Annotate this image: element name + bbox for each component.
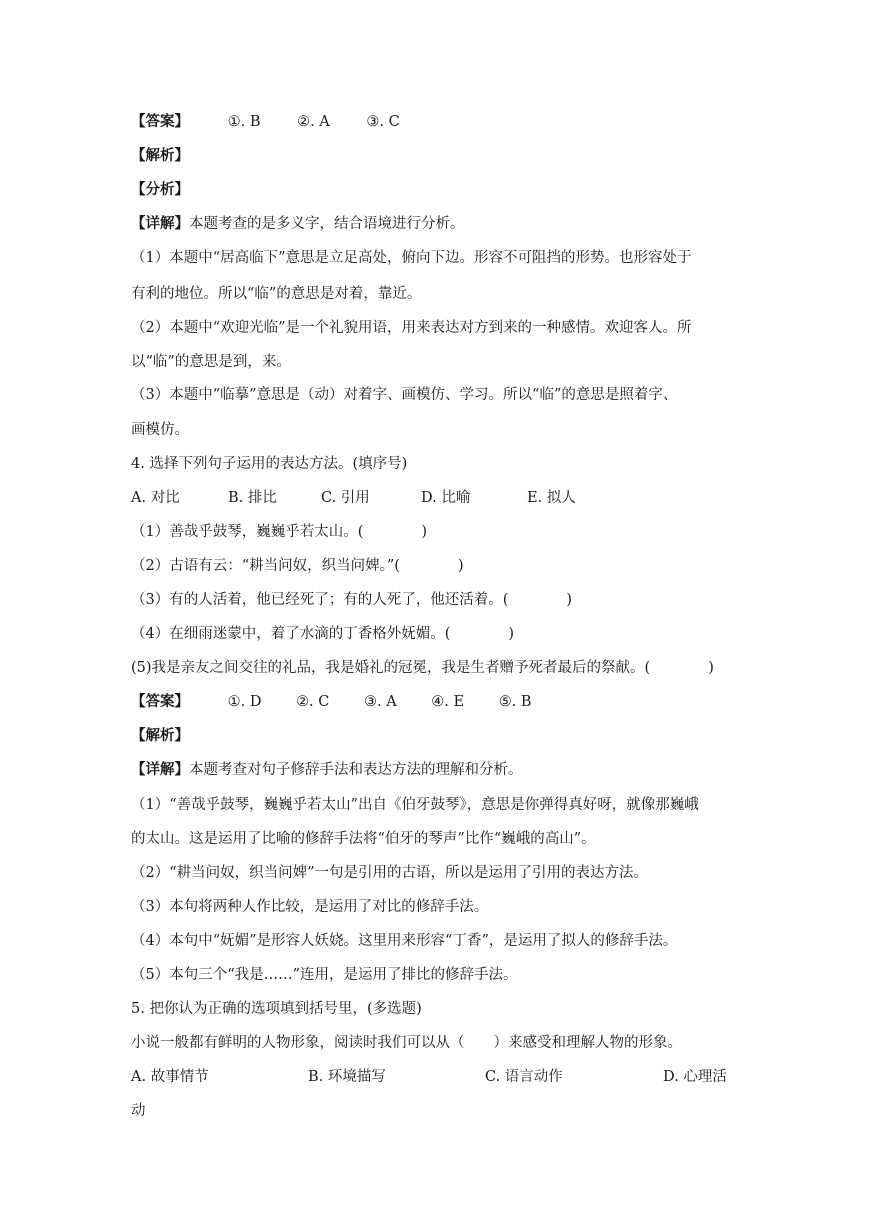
question-5-stem: 5. 把你认为正确的选项填到括号里，(多选题) [131,1001,422,1017]
explanation-text: （4）本句中“妩媚”是形容人妖娆。这里用来形容“丁香”，是运用了拟人的修辞手法。 [131,933,678,949]
explanation-text: （3）本句将两种人作比较，是运用了对比的修辞手法。 [131,899,489,915]
answer-item: ③. C [366,114,400,130]
analysis-label: 【解析】 [131,727,189,744]
detail-line [131,214,465,234]
detail-line [131,760,523,780]
question-4-item: （1）善哉乎鼓琴，巍巍乎若太山。( ) [131,524,428,540]
question-4-stem: 4. 选择下列句子运用的表达方法。(填序号) [131,456,408,472]
explanation-text: 以“临”的意思是到，来。 [131,354,291,370]
detail-label: 【详解】 [131,761,189,778]
explanation-text: （2）本题中“欢迎光临”是一个礼貌用语，用来表达对方到来的一种感情。欢迎客人。所 [131,320,692,336]
option-a: A. 对比 [131,490,180,506]
answer-line-q4 [131,692,532,712]
answer-item: ①. B [227,114,261,130]
detail-intro: 本题考查对句子修辞手法和表达方法的理解和分析。 [189,762,523,778]
explanation-text: 的太山。这是运用了比喻的修辞手法将“伯牙的琴声”比作“巍峨的高山”。 [131,831,596,847]
option-d: D. 比喻 [421,490,471,506]
answer-label: 【答案】 [131,113,189,130]
explanation-text: （2）“耕当问奴，织当问婢”一句是引用的古语，所以是运用了引用的表达方法。 [131,865,649,881]
option-b: B. 环境描写 [308,1069,386,1085]
answer-item: ④. E [431,694,465,710]
explanation-text: （1）本题中“居高临下”意思是立足高处，俯向下边。形容不可阻挡的形势。也形容处于 [131,250,692,266]
answer-item: ②. A [297,114,330,130]
option-d-wrap: 动 [131,1103,146,1119]
explanation-text: 有利的地位。所以“临”的意思是对着，靠近。 [131,286,422,302]
answer-item: ②. C [296,694,330,710]
option-d: D. 心理活 [663,1069,727,1085]
explanation-text: （1）“善哉乎鼓琴，巍巍乎若太山”出自《伯牙鼓琴》，意思是你弹得真好呀，就像那巍峨 [131,797,699,813]
explanation-text: （5）本句三个“我是……”连用，是运用了排比的修辞手法。 [131,967,518,983]
option-c: C. 引用 [321,490,370,506]
detail-intro: 本题考查的是多义字，结合语境进行分析。 [189,216,465,232]
question-4-item: （4）在细雨迷蒙中，着了水滴的丁香格外妩媚。( ) [131,626,515,642]
option-e: E. 拟人 [527,490,576,506]
question-4-options [131,488,751,508]
answer-item: ⑤. B [498,694,532,710]
question-5-options [131,1067,751,1087]
answer-label: 【答案】 [131,693,189,710]
explanation-text: （3）本题中“临摹”意思是（动）对着字、画模仿、学习。所以“临”的意思是照着字、 [131,387,678,403]
option-c: C. 语言动作 [485,1069,563,1085]
detail-label: 【详解】 [131,215,189,232]
option-a: A. 故事情节 [131,1069,209,1085]
explanation-text: 画模仿。 [131,422,189,438]
option-b: B. 排比 [228,490,277,506]
analysis-label: 【解析】 [131,147,189,164]
fenxi-label: 【分析】 [131,181,189,198]
question-5-text: 小说一般都有鲜明的人物形象，阅读时我们可以从（ ）来感受和理解人物的形象。 [131,1035,682,1051]
answer-item: ③. A [363,694,397,710]
answer-item: ①. D [227,694,262,710]
question-4-item: (5)我是亲友之间交往的礼品，我是婚礼的冠冕，我是生者赠予死者最后的祭献。( ) [131,660,714,676]
question-4-item: （3）有的人活着，他已经死了；有的人死了，他还活着。( ) [131,592,573,608]
question-4-item: （2）古语有云：“耕当问奴，织当问婢。”( ) [131,558,464,574]
answer-line-q3 [131,112,400,132]
